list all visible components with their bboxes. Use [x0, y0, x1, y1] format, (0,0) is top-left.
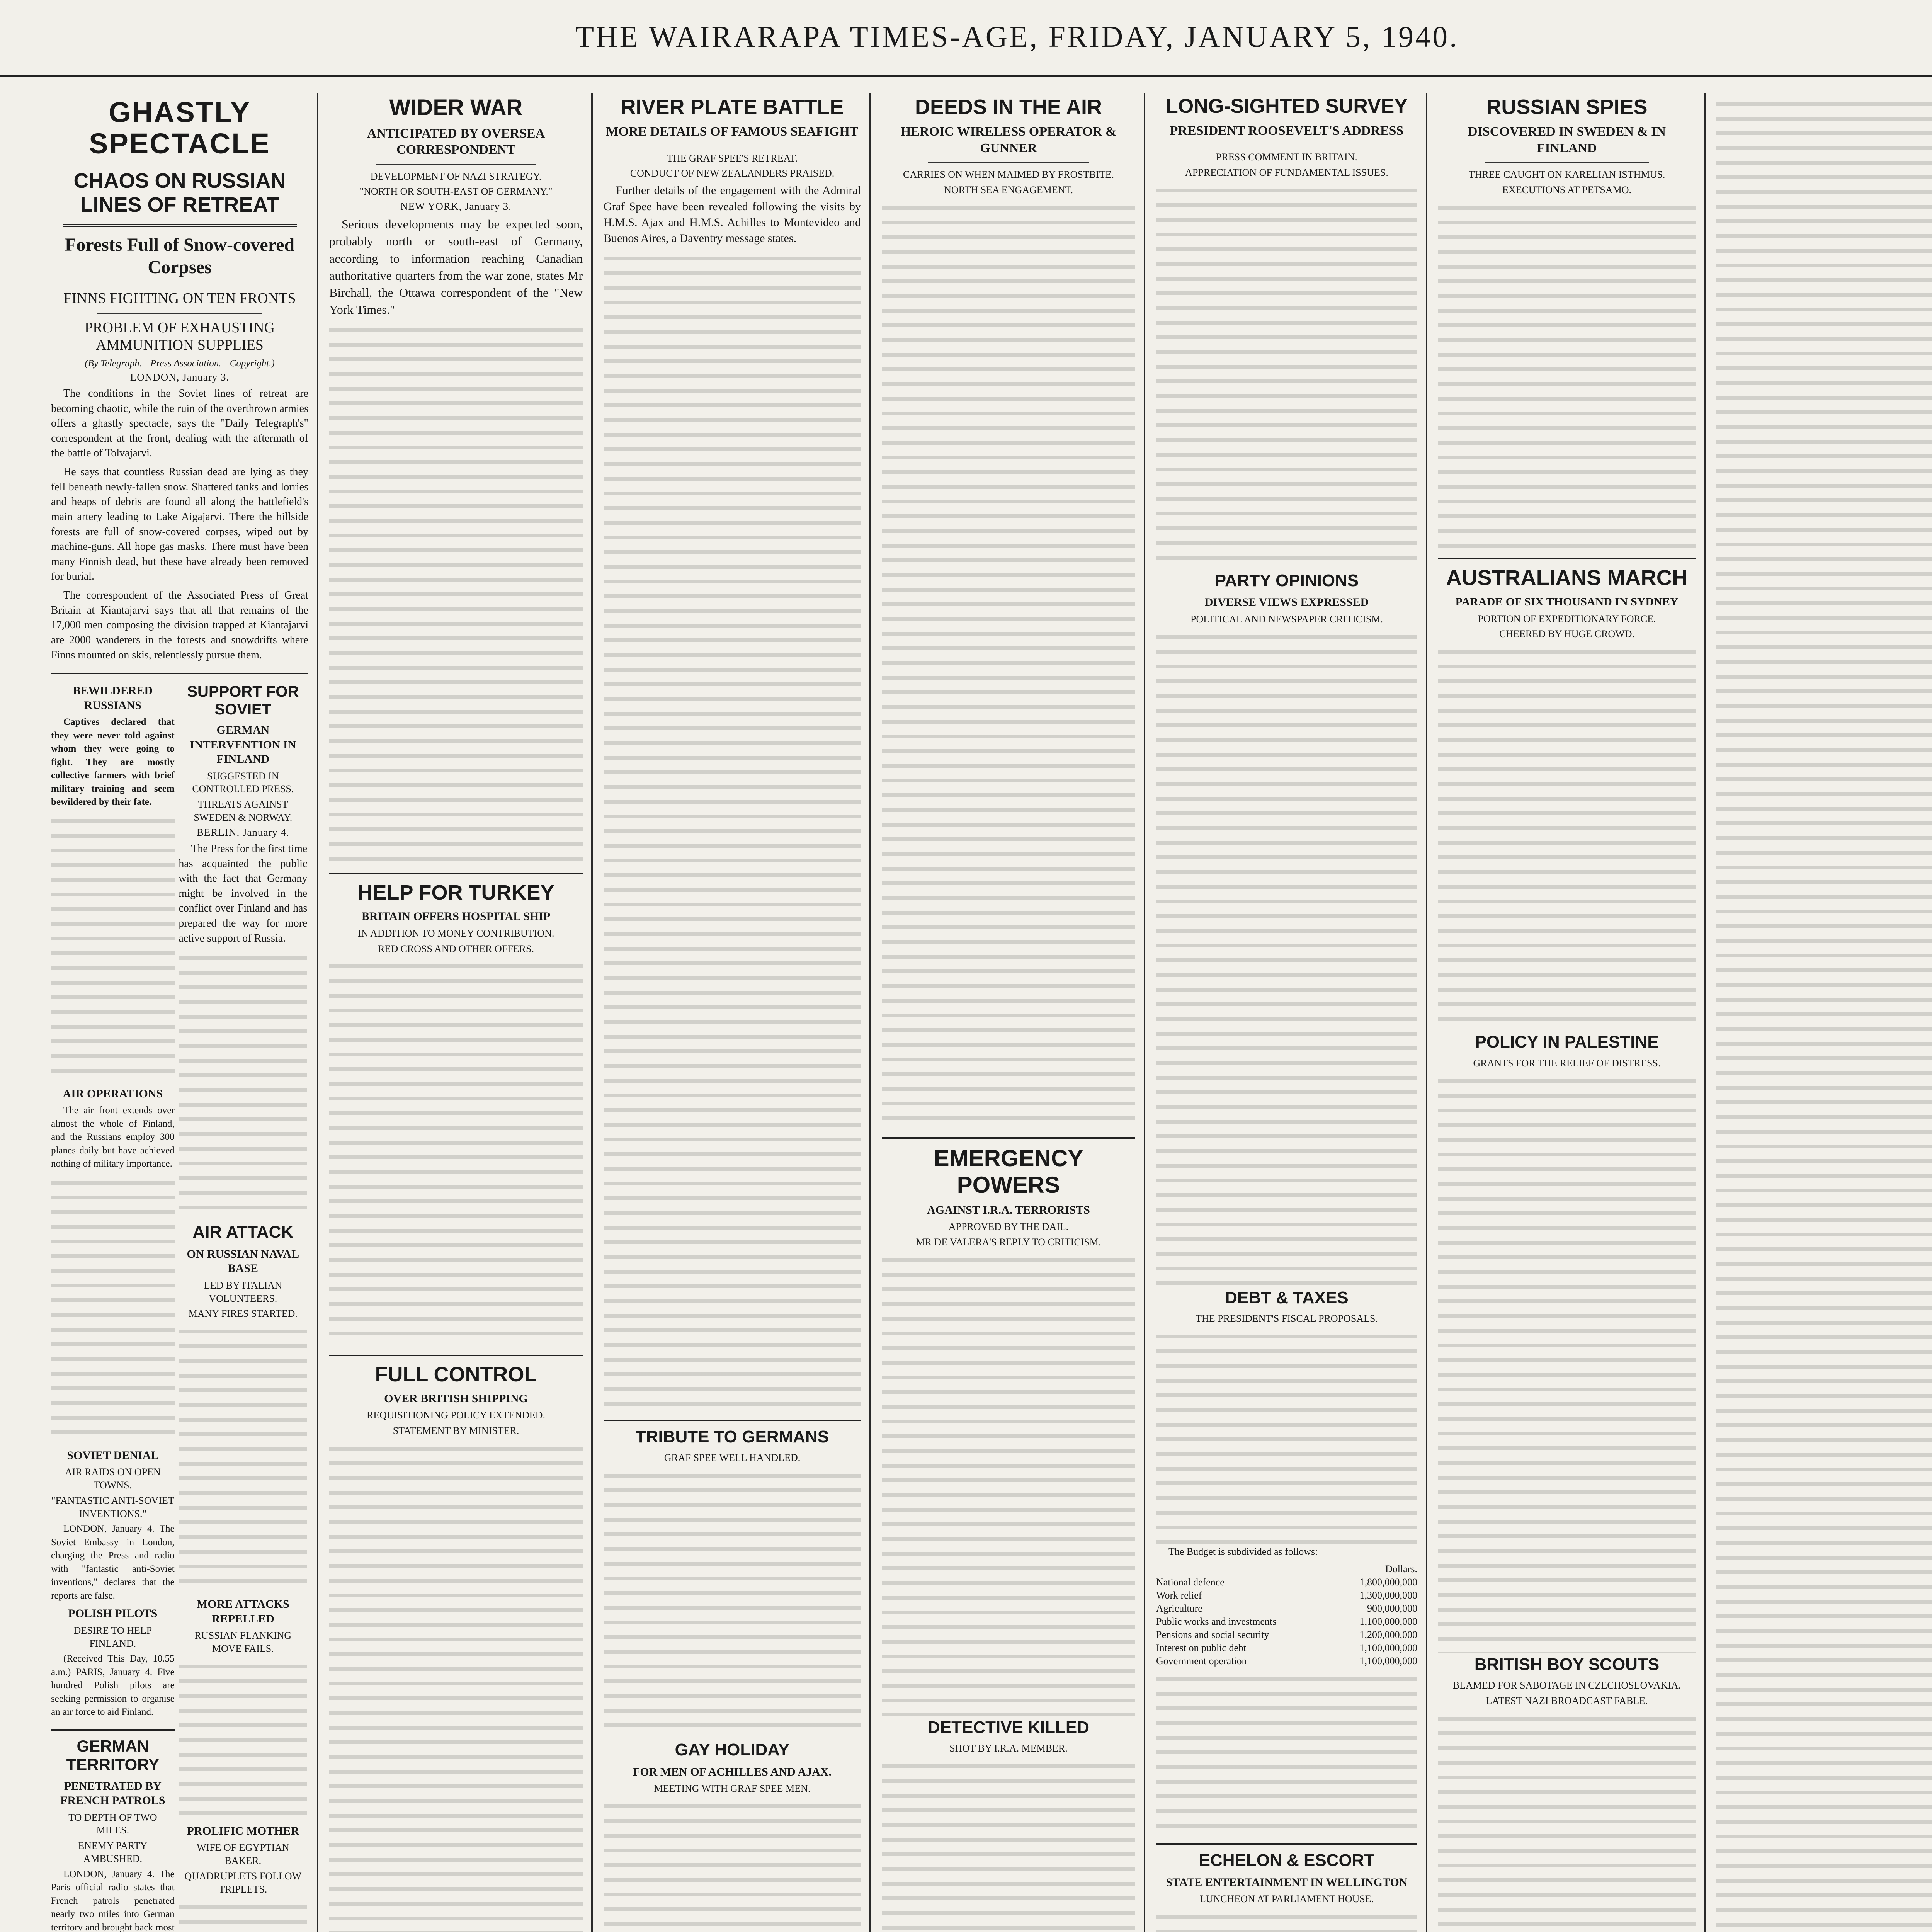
column-5 [1148, 93, 1426, 1932]
budget-item: Work relief [1156, 1590, 1202, 1601]
column-7 [1708, 93, 1932, 1932]
section-headline: GERMAN TERRITORY [66, 1736, 160, 1774]
subheading: OVER BRITISH SHIPPING [384, 1392, 528, 1405]
column-rule [1144, 93, 1145, 1932]
section-heading: AIR OPERATIONS [63, 1087, 163, 1100]
subheading: PRESS COMMENT IN BRITAIN. [1216, 151, 1357, 163]
section-headline: RIVER PLATE BATTLE [621, 95, 844, 119]
divider [51, 1729, 175, 1731]
text-block [1716, 96, 1932, 1932]
subheading: GRANTS FOR THE RELIEF OF DISTRESS. [1473, 1057, 1661, 1069]
section-heading: POLISH PILOTS [68, 1607, 158, 1620]
text-block [1156, 1328, 1417, 1545]
budget-item: Government operation [1156, 1655, 1247, 1667]
section-headline: DETECTIVE KILLED [927, 1718, 1090, 1737]
article-paragraph: LONDON, January 4. The Soviet Embassy in London, charging the Press and radio with "fantastic anti-Soviet inventions," declares that the reports are false. [51, 1524, 175, 1601]
subheading: THE GRAF SPEE'S RETREAT. [667, 152, 798, 164]
subheading: STATE ENTERTAINMENT IN WELLINGTON [1166, 1876, 1408, 1889]
section-heading: BEWILDERED RUSSIANS [73, 684, 153, 712]
subheading: CONDUCT OF NEW ZEALANDERS PRAISED. [630, 168, 835, 179]
lead-deck-3: PROBLEM OF EXHAUSTING AMMUNITION SUPPLIES [85, 319, 275, 354]
section-headline: PARTY OPINIONS [1214, 571, 1359, 590]
subheading: IN ADDITION TO MONEY CONTRIBUTION. [357, 927, 554, 939]
text-block [179, 1658, 307, 1821]
lead-deck-2: FINNS FIGHTING ON TEN FRONTS [63, 290, 296, 307]
subheading: TO DEPTH OF TWO MILES. [68, 1811, 157, 1836]
subheading: MR DE VALERA'S REPLY TO CRITICISM. [916, 1236, 1101, 1248]
table-row [1156, 1655, 1417, 1668]
section-headline: DEEDS IN THE AIR [915, 95, 1102, 119]
section-headline: WIDER WAR [389, 95, 523, 120]
article-paragraph: The Press for the first time has acquainted the public with the fact that Germany might be involved in the conflict over Finland and has prepared the way for more active support of Russia. [179, 842, 308, 944]
table-row [1156, 1615, 1417, 1628]
dateline: LONDON, January 3. [130, 371, 230, 383]
lead-deck: Forests Full of Snow-covered Corpses [65, 234, 295, 277]
column-4 [873, 93, 1144, 1932]
masthead-title: THE WAIRARAPA TIMES-AGE, FRIDAY, JANUARY 5, 1940. [575, 20, 1459, 53]
subheading: EXECUTIONS AT PETSAMO. [1502, 184, 1631, 196]
budget-table [1156, 1563, 1417, 1668]
subheading: THREE CAUGHT ON KARELIAN ISTHMUS. [1468, 169, 1665, 180]
text-block [1156, 182, 1417, 569]
subheading: FOR MEN OF ACHILLES AND AJAX. [633, 1765, 832, 1778]
budget-value: 1,100,000,000 [1359, 1616, 1417, 1628]
subheading: RUSSIAN FLANKING MOVE FAILS. [194, 1630, 292, 1655]
subheading: WIFE OF EGYPTIAN BAKER. [196, 1842, 289, 1867]
subheading: ON RUSSIAN NAVAL BASE [187, 1247, 299, 1275]
article-paragraph: He says that countless Russian dead are lying as they fell beneath newly-fallen snow. Shattered tanks and lorries and heaps of debris are found all along the battlefield's main artery leading to Lake Aigajarvi. There the hillside forests are full of snow-covered corpses, wiped out by machine-guns. All hope gas masks. There must have been many Finnish dead, but these have already been removed for burial. [51, 466, 308, 583]
divider [882, 1137, 1135, 1139]
budget-item: Agriculture [1156, 1603, 1202, 1614]
subheading: MORE DETAILS OF FAMOUS SEAFIGHT [606, 124, 859, 139]
subheading: BRITAIN OFFERS HOSPITAL SHIP [361, 910, 551, 923]
section-headline: LONG-SIGHTED SURVEY [1165, 95, 1408, 117]
subheading: ENEMY PARTY AMBUSHED. [78, 1840, 148, 1864]
section-headline: GAY HOLIDAY [675, 1740, 790, 1760]
divider [329, 1355, 583, 1356]
subheading: SHOT BY I.R.A. MEMBER. [949, 1743, 1068, 1754]
subheading: PORTION OF EXPEDITIONARY FORCE. [1478, 613, 1656, 624]
article-paragraph: Serious developments may be expected soon, probably north or south-east of Germany, according to information reaching Canadian authoritative quarters from the war zone, states Mr Birchall, the Ottawa correspondent of the "New York Times." [329, 217, 583, 317]
divider [51, 673, 308, 674]
subheading: LED BY ITALIAN VOLUNTEERS. [204, 1279, 282, 1304]
subheading: MEETING WITH GRAF SPEE MEN. [654, 1783, 811, 1794]
divider [97, 313, 262, 314]
budget-item: Public works and investments [1156, 1616, 1277, 1628]
article-paragraph: The air front extends over almost the whole of Finland, and the Russians employ 300 planes daily but have achieved nothing of military importance. [51, 1105, 175, 1169]
subheading: HEROIC WIRELESS OPERATOR & GUNNER [900, 124, 1117, 155]
subheading: PRESIDENT ROOSEVELT'S ADDRESS [1170, 123, 1404, 138]
subheading: CHEERED BY HUGE CROWD. [1499, 628, 1635, 640]
divider [1156, 1843, 1417, 1845]
column-6 [1430, 93, 1704, 1932]
divider [928, 162, 1089, 163]
budget-unit: Dollars. [1385, 1563, 1417, 1575]
article-paragraph: Captives declared that they were never told against whom they were going to fight. They are mostly collective farmers with brief military training and seem bewildered by their fate. [51, 717, 175, 808]
subheading: THREATS AGAINST SWEDEN & NORWAY. [194, 799, 293, 823]
text-block [1438, 200, 1696, 548]
subheading: CARRIES ON WHEN MAIMED BY FROSTBITE. [903, 169, 1114, 180]
divider [1438, 558, 1696, 559]
table-row [1156, 1602, 1417, 1615]
subheading: APPROVED BY THE DAIL. [948, 1221, 1069, 1233]
text-block [51, 1175, 175, 1445]
subheading: RED CROSS AND OTHER OFFERS. [378, 943, 534, 954]
dateline: NEW YORK, January 3. [400, 201, 512, 213]
section-headline: BRITISH BOY SCOUTS [1474, 1655, 1660, 1674]
budget-value: 1,100,000,000 [1359, 1655, 1417, 1667]
section-headline: SUPPORT FOR SOVIET [187, 683, 299, 718]
subheading: NORTH SEA ENGAGEMENT. [944, 184, 1073, 196]
column-2 [321, 93, 591, 1932]
text-block [1156, 629, 1417, 1286]
text-block [882, 1252, 1135, 1716]
budget-item: National defence [1156, 1577, 1225, 1588]
subheading: DISCOVERED IN SWEDEN & IN FINLAND [1468, 124, 1666, 155]
budget-value: 1,800,000,000 [1359, 1577, 1417, 1588]
article-paragraph: The correspondent of the Associated Press of Great Britain at Kiantajarvi says that all that remains of the 17,000 men composing the division trapped at Kiantajarvi are 2000 wanderers in the forests and snowdrifts where Finns mounted on skis, relentlessly pursue them. [51, 589, 308, 661]
credit: (By Telegraph.—Press Association.—Copyright.) [85, 358, 275, 369]
text-block [179, 950, 307, 1220]
section-headline: POLICY IN PALESTINE [1475, 1032, 1659, 1052]
text-block [604, 250, 861, 1410]
masthead [0, 0, 1932, 77]
subheading: QUADRUPLETS FOLLOW TRIPLETS. [184, 1870, 302, 1895]
section-heading: MORE ATTACKS REPELLED [196, 1598, 289, 1625]
text-block [1156, 1671, 1417, 1833]
budget-value: 1,100,000,000 [1359, 1642, 1417, 1654]
divider [376, 164, 536, 165]
budget-value: 1,300,000,000 [1359, 1590, 1417, 1601]
subheading: BLAMED FOR SABOTAGE IN CZECHOSLOVAKIA. [1452, 1680, 1681, 1691]
section-heading: PROLIFIC MOTHER [187, 1824, 299, 1837]
subheading: AIR RAIDS ON OPEN TOWNS. [65, 1466, 161, 1491]
subheading: THE PRESIDENT'S FISCAL PROPOSALS. [1196, 1313, 1378, 1325]
subheading: ANTICIPATED BY OVERSEA CORRESPONDENT [367, 126, 545, 157]
section-headline: AIR ATTACK [192, 1223, 294, 1242]
column-rule [1704, 93, 1706, 1932]
subheading: AGAINST I.R.A. TERRORISTS [927, 1203, 1090, 1216]
text-block [1156, 1909, 1417, 1932]
table-row [1156, 1641, 1417, 1655]
lead-headline: GHASTLY SPECTACLE [89, 96, 270, 160]
column-rule [317, 93, 318, 1932]
subheading: DEVELOPMENT OF NAZI STRATEGY. [370, 170, 542, 182]
section-headline: RUSSIAN SPIES [1486, 95, 1648, 119]
divider [329, 873, 583, 874]
subheading: LUNCHEON AT PARLIAMENT HOUSE. [1199, 1893, 1374, 1905]
text-block [329, 1440, 583, 1932]
text-block [51, 813, 175, 1083]
divider [604, 1420, 861, 1421]
subheading: "FANTASTIC ANTI-SOVIET INVENTIONS." [51, 1495, 174, 1519]
column-rule [869, 93, 871, 1932]
section-headline: ECHELON & ESCORT [1199, 1851, 1375, 1870]
section-headline: AUSTRALIANS MARCH [1446, 565, 1688, 590]
article-paragraph: (Received This Day, 10.55 a.m.) PARIS, January 4. Five hundred Polish pilots are seeking permission to organise an air force to aid Finland. [51, 1653, 175, 1718]
text-block [179, 1899, 307, 1932]
article-paragraph: The Budget is subdivided as follows: [1168, 1546, 1318, 1558]
table-row [1156, 1576, 1417, 1589]
section-headline: TRIBUTE TO GERMANS [635, 1427, 829, 1446]
table-row [1156, 1589, 1417, 1602]
budget-value: 900,000,000 [1367, 1603, 1417, 1614]
subheading: SUGGESTED IN CONTROLLED PRESS. [192, 770, 294, 795]
column-rule [1426, 93, 1427, 1932]
subheading: PENETRATED BY FRENCH PATROLS [60, 1779, 165, 1807]
section-headline: EMERGENCY POWERS [934, 1145, 1083, 1198]
article-paragraph: Further details of the engagement with the Admiral Graf Spee have been revealed following the visits by H.M.S. Ajax and H.M.S. Achilles to Montevideo and Buenos Aires, a Daventry message states. [604, 184, 861, 245]
subheading: GRAF SPEE WELL HANDLED. [664, 1452, 801, 1464]
text-block [882, 200, 1135, 1127]
column-1 [43, 93, 317, 1932]
lead-subhead: CHAOS ON RUSSIAN LINES OF RETREAT [73, 169, 286, 216]
budget-item: Pensions and social security [1156, 1629, 1269, 1641]
subheading: DESIRE TO HELP FINLAND. [73, 1624, 152, 1649]
section-headline: FULL CONTROL [375, 1363, 537, 1386]
subcolumn-left [51, 680, 175, 1932]
dateline: BERLIN, January 4. [196, 826, 289, 838]
divider [63, 224, 297, 227]
subheading: GERMAN INTERVENTION IN FINLAND [190, 724, 296, 766]
subheading: PARADE OF SIX THOUSAND IN SYDNEY [1455, 595, 1679, 609]
section-headline: DEBT & TAXES [1225, 1288, 1349, 1307]
text-block [329, 322, 583, 863]
section-heading: SOVIET DENIAL [67, 1449, 159, 1462]
subheading: LATEST NAZI BROADCAST FABLE. [1486, 1695, 1648, 1706]
divider [1485, 162, 1649, 163]
text-block [179, 1323, 307, 1594]
subheading: POLITICAL AND NEWSPAPER CRITICISM. [1190, 613, 1383, 625]
subheading: REQUISITIONING POLICY EXTENDED. [367, 1410, 545, 1421]
subcolumn-right [179, 680, 307, 1932]
text-block [1438, 644, 1696, 1030]
text-block [604, 1468, 861, 1738]
text-block [1438, 1073, 1696, 1653]
article-paragraph: The conditions in the Soviet lines of retreat are becoming chaotic, while the ruin of the overthrown armies offers a ghastly spectacle, says the "Daily Telegraph's" correspondent at the front, dealing with the aftermath of the battle of Tolvajarvi. [51, 387, 308, 459]
column-rule [591, 93, 593, 1932]
text-block [882, 1758, 1135, 1932]
subheading: STATEMENT BY MINISTER. [393, 1425, 519, 1436]
subheading: MANY FIRES STARTED. [188, 1308, 298, 1320]
text-block [329, 958, 583, 1345]
article-paragraph: LONDON, January 4. The Paris official radio states that French patrols penetrated nearly two miles into German territory and brought back most [51, 1869, 175, 1932]
subheading: DIVERSE VIEWS EXPRESSED [1204, 596, 1369, 609]
subheading: "NORTH OR SOUTH-EAST OF GERMANY." [359, 186, 553, 197]
section-headline: HELP FOR TURKEY [357, 881, 554, 905]
budget-item: Interest on public debt [1156, 1642, 1247, 1654]
text-block [1438, 1711, 1696, 1932]
column-3 [595, 93, 869, 1932]
budget-value: 1,200,000,000 [1359, 1629, 1417, 1641]
text-block [604, 1798, 861, 1932]
table-row [1156, 1628, 1417, 1641]
subheading: APPRECIATION OF FUNDAMENTAL ISSUES. [1185, 167, 1388, 179]
